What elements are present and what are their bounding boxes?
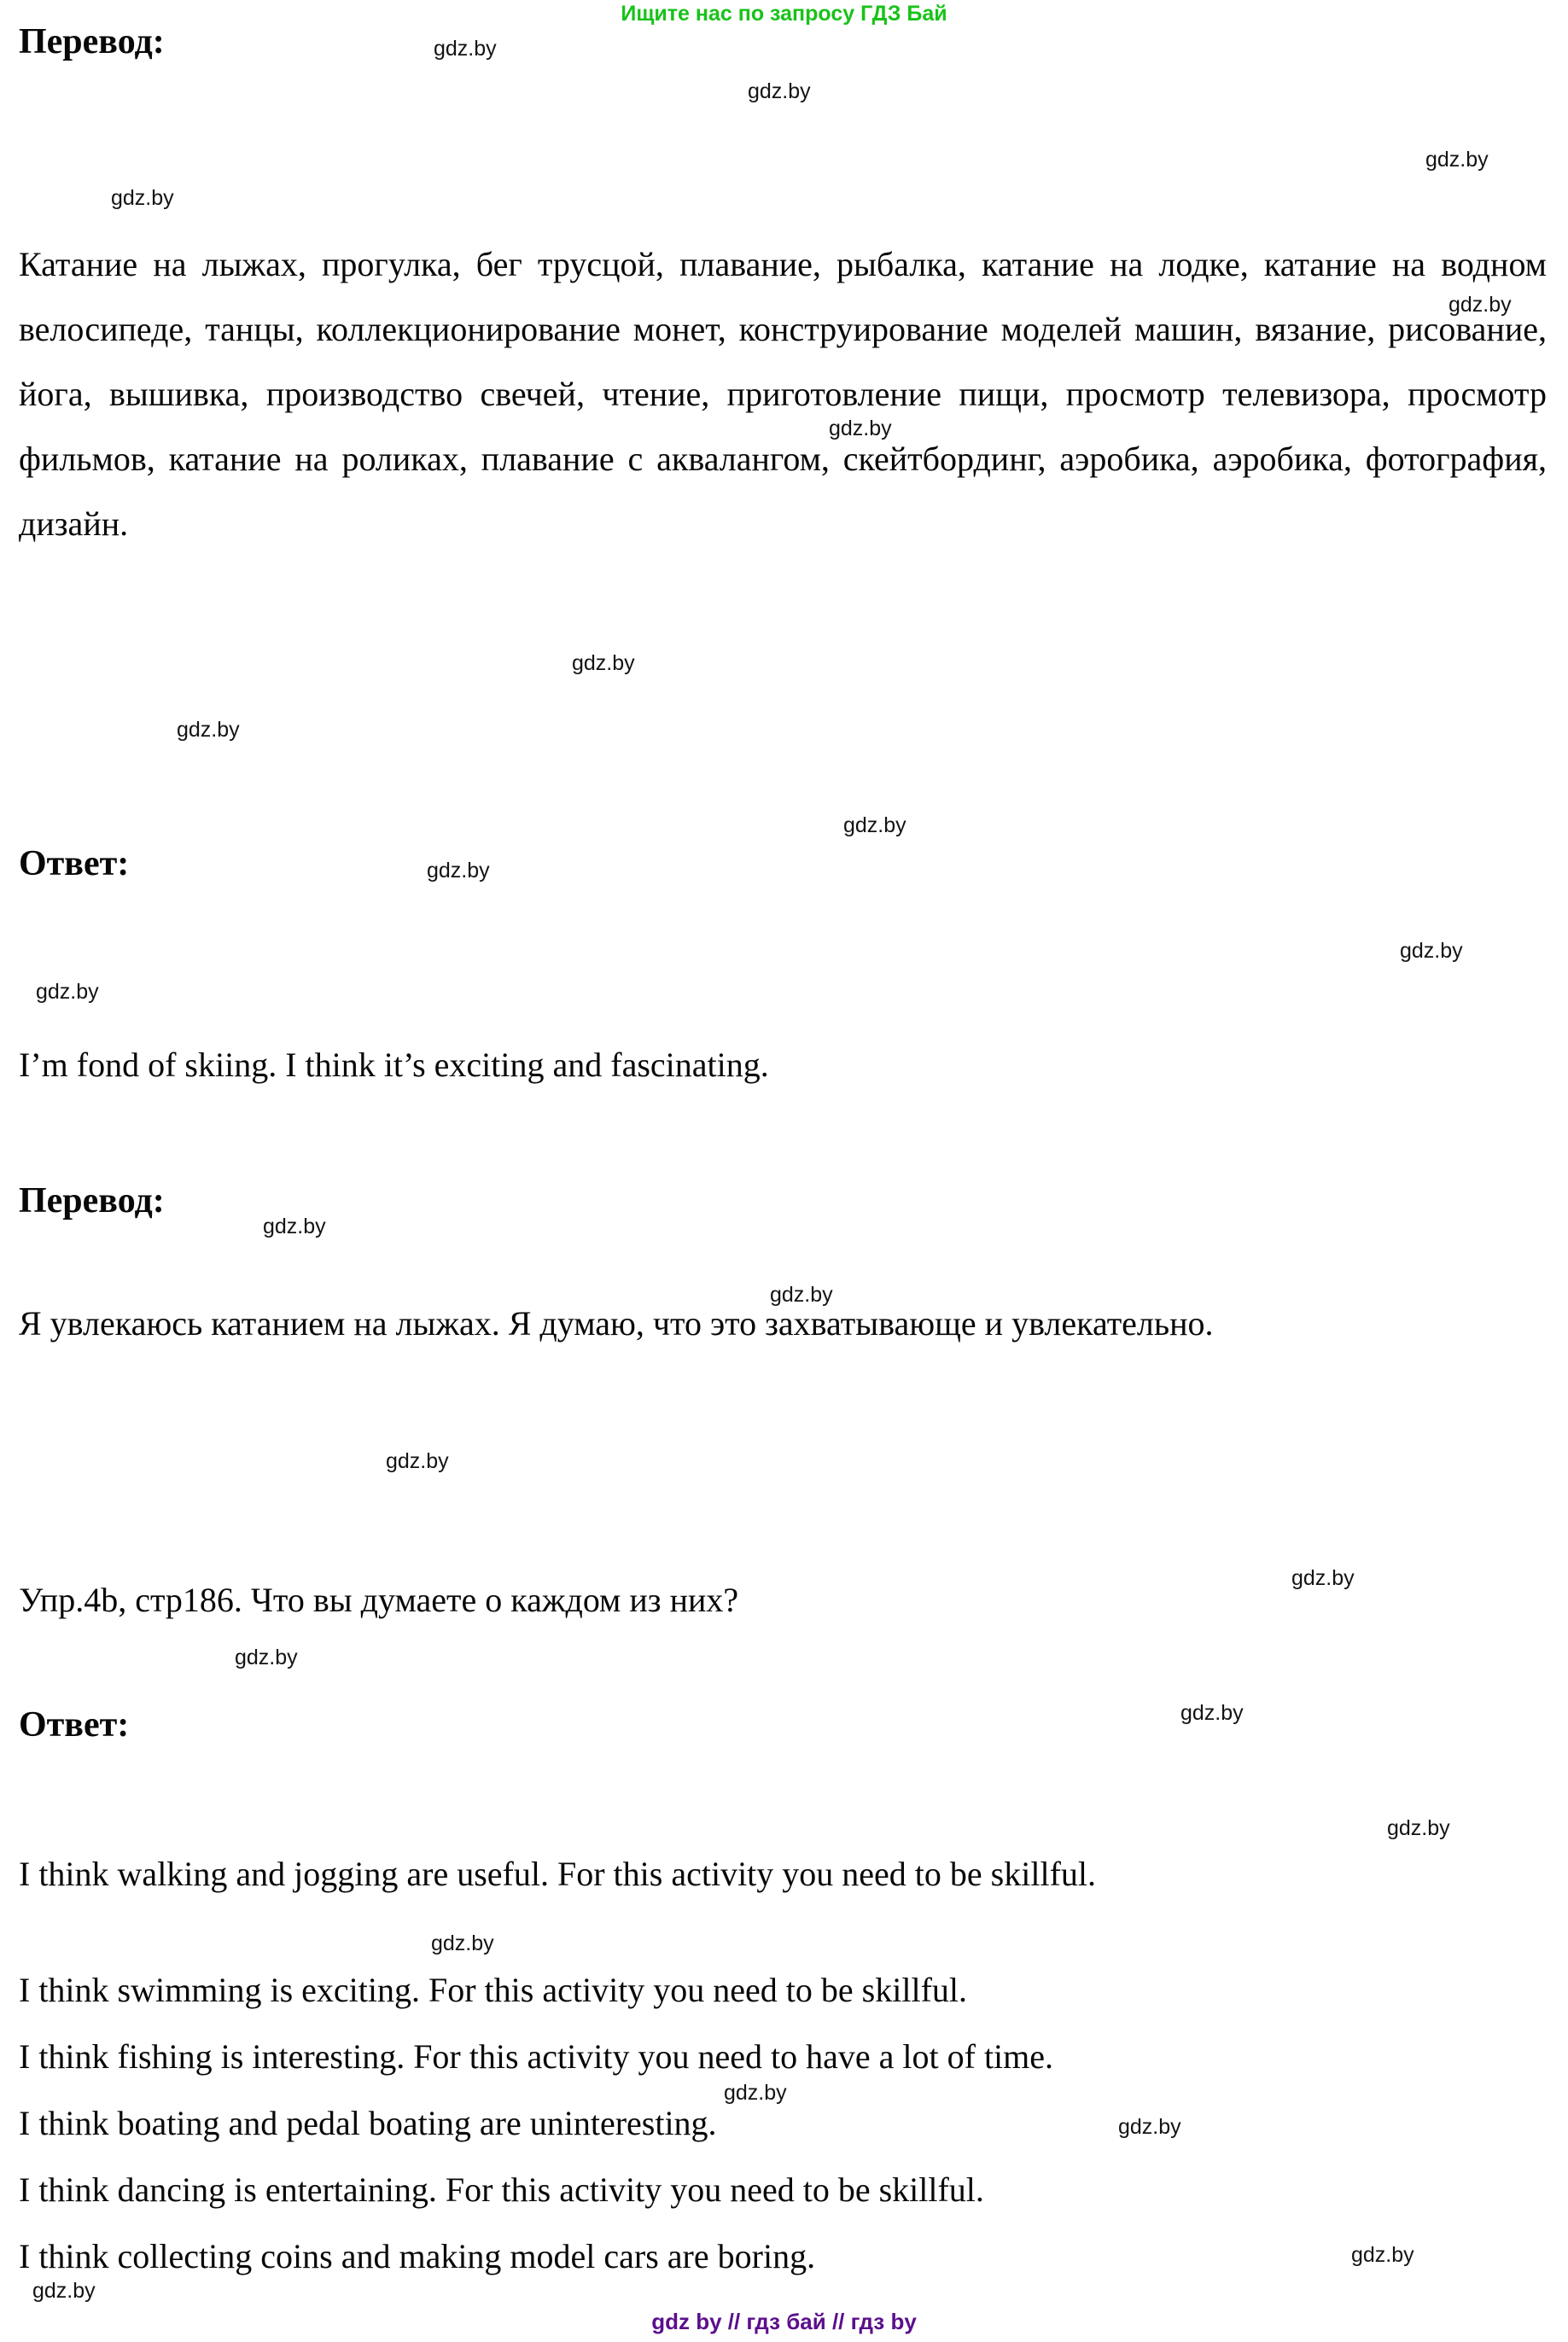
watermark-label: gdz.by <box>431 1931 494 1955</box>
paragraph-translation-1: Катание на лыжах, прогулка, бег трусцой, плавание, рыбалка, катание на лодке, катание на водном велосипеде, танцы, коллекционирование монет, конструирование моделей машин, вязание, рисование, йога, вышивка, производство свечей, чтение, приготовление пищи, просмотр телевизора, просмотр фильмов, катание на роликах, плавание с аквалангом, скейтбординг, аэробика, аэробика, фотография, дизайн. <box>19 245 1547 543</box>
watermark-label: gdz.by <box>1387 1816 1450 1840</box>
promo-banner-bottom: gdz by // гдз бай // гдз by <box>651 2309 917 2334</box>
watermark-label: gdz.by <box>1351 2243 1414 2267</box>
watermark-label: gdz.by <box>263 1215 326 1238</box>
answer-sentence-2-2: I think swimming is exciting. For this activity you need to be skillful. <box>19 1971 968 2009</box>
answer-sentence-2-3: I think fishing is interesting. For this activity you need to have a lot of time. <box>19 2037 1054 2076</box>
answer-sentence-1: I’m fond of skiing. I think it’s exciting and fascinating. <box>19 1046 769 1084</box>
watermark-label: gdz.by <box>1180 1701 1244 1725</box>
watermark-label: gdz.by <box>843 813 906 837</box>
watermark-label: gdz.by <box>36 980 99 1004</box>
answer-sentence-2-5: I think dancing is entertaining. For this activity you need to be skillful. <box>19 2170 984 2209</box>
exercise-title: Упр.4b, стр186. Что вы думаете о каждом из них? <box>19 1581 739 1619</box>
heading-translation-2: Перевод: <box>19 1181 165 1221</box>
watermark-label: gdz.by <box>1400 939 1463 963</box>
watermark-label: gdz.by <box>829 417 892 440</box>
answer-sentence-2-1: I think walking and jogging are useful. For this activity you need to be skillful. <box>19 1855 1097 1893</box>
heading-answer-2: Ответ: <box>19 1705 130 1745</box>
watermark-label: gdz.by <box>770 1283 833 1307</box>
answer-sentence-2-4: I think boating and pedal boating are uninteresting. <box>19 2104 717 2142</box>
paragraph-translation-2: Я увлекаюсь катанием на лыжах. Я думаю, что это захватывающе и увлекательно. <box>19 1304 1214 1343</box>
answer-sentence-2-6: I think collecting coins and making model cars are boring. <box>19 2237 816 2275</box>
watermark-label: gdz.by <box>235 1646 298 1669</box>
watermark-label: gdz.by <box>1291 1566 1355 1590</box>
watermark-label: gdz.by <box>572 651 635 675</box>
watermark-label: gdz.by <box>1449 293 1512 317</box>
watermark-label: gdz.by <box>177 718 240 742</box>
watermark-label: gdz.by <box>386 1449 449 1473</box>
watermark-label: gdz.by <box>748 79 811 103</box>
heading-translation-1: Перевод: <box>19 22 165 61</box>
promo-banner-top: Ищите нас по запросу ГДЗ Бай <box>621 2 947 26</box>
watermark-label: gdz.by <box>1118 2115 1181 2139</box>
watermark-label: gdz.by <box>427 859 490 883</box>
watermark-label: gdz.by <box>724 2081 787 2105</box>
watermark-label: gdz.by <box>32 2279 96 2303</box>
watermark-label: gdz.by <box>111 186 174 210</box>
watermark-label: gdz.by <box>434 37 497 61</box>
heading-answer-1: Ответ: <box>19 844 130 883</box>
watermark-label: gdz.by <box>1425 148 1489 172</box>
